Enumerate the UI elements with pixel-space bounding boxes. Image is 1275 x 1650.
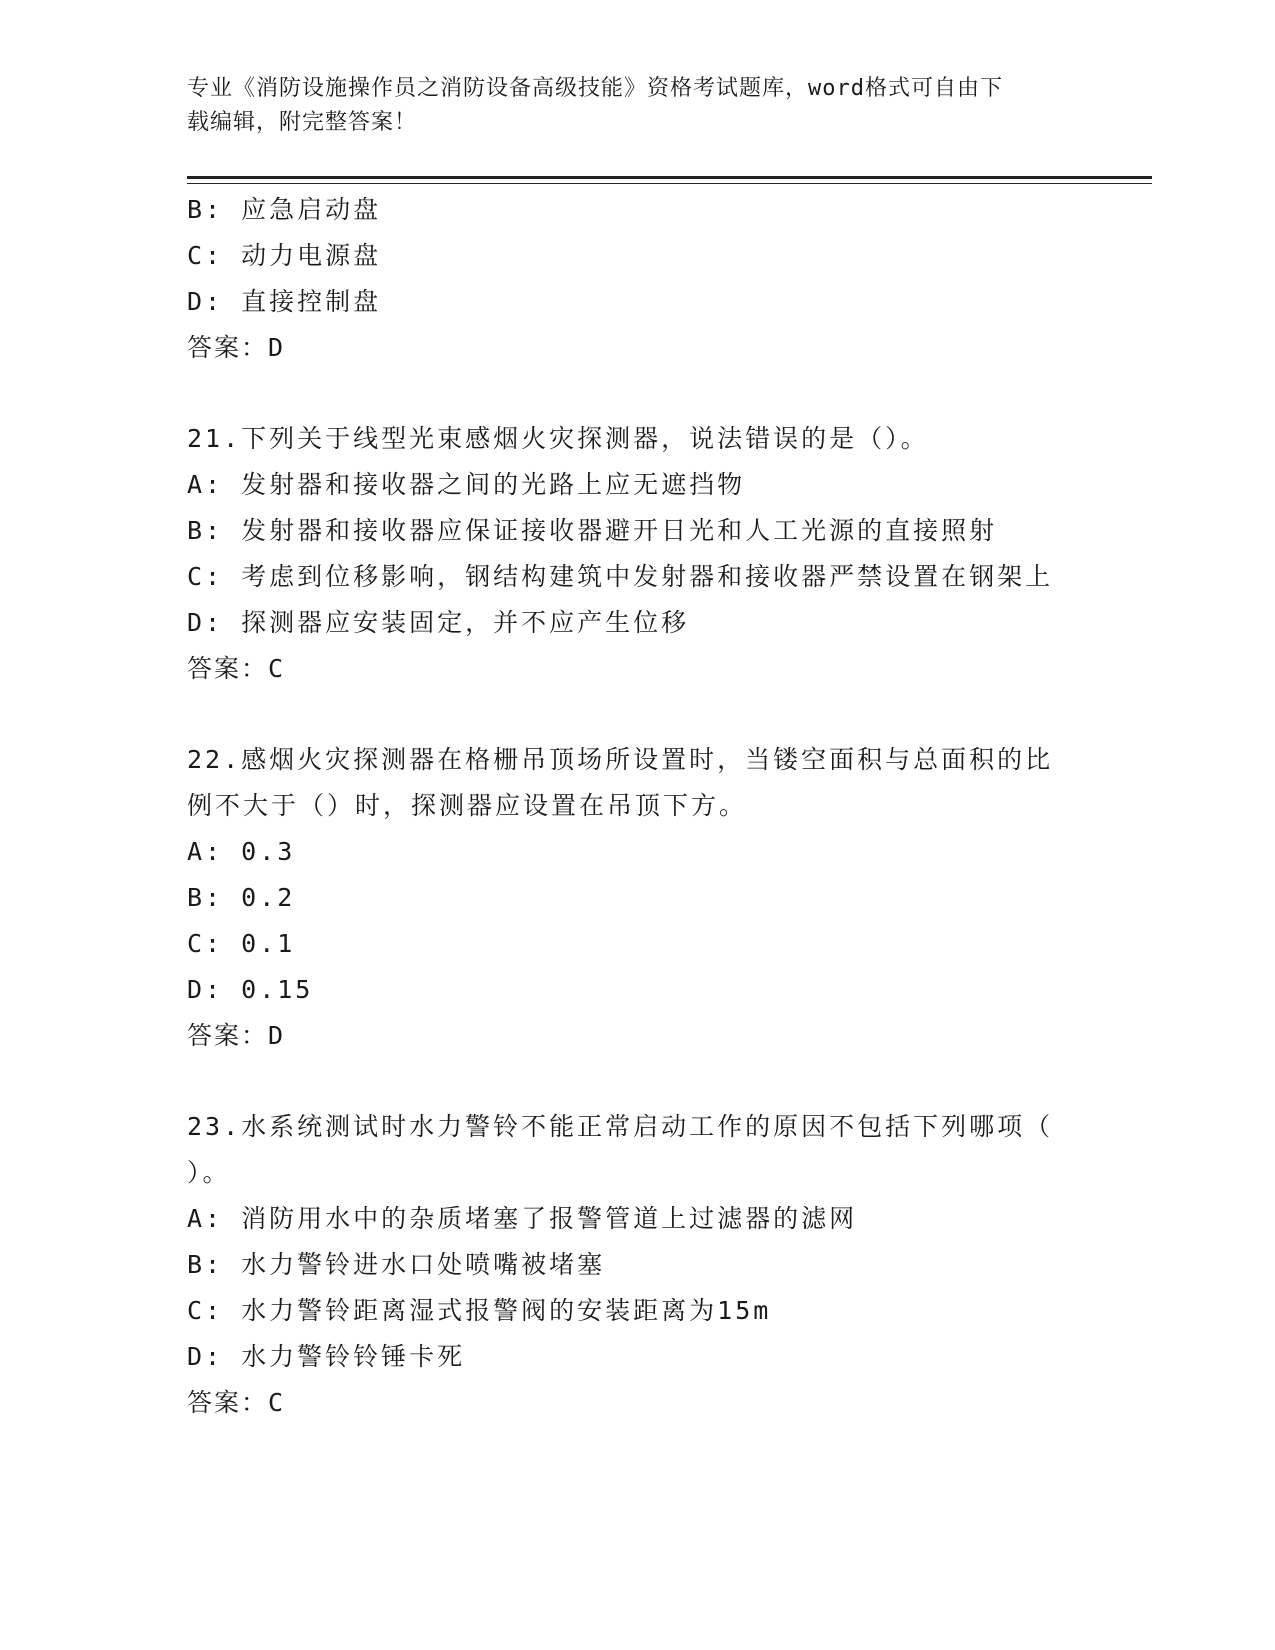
option-d: D: 探测器应安装固定，并不应产生位移	[187, 608, 690, 637]
option-d: D: 水力警铃铃锤卡死	[187, 1342, 466, 1371]
option-a: A: 0.3	[187, 837, 296, 866]
question-block-21	[187, 416, 1087, 692]
header-rule-thin	[187, 183, 1152, 184]
question-stem-line-1: 22.感烟火灾探测器在格栅吊顶场所设置时，当镂空面积与总面积的比	[187, 745, 1054, 774]
question-list	[187, 187, 1087, 1426]
question-block-20	[187, 187, 1087, 371]
option-b: B: 发射器和接收器应保证接收器避开日光和人工光源的直接照射	[187, 516, 998, 545]
option-d: D: 0.15	[187, 975, 314, 1004]
option-a: A: 消防用水中的杂质堵塞了报警管道上过滤器的滤网	[187, 1204, 858, 1233]
option-c: C: 考虑到位移影响，钢结构建筑中发射器和接收器严禁设置在钢架上	[187, 562, 1054, 591]
option-b: B: 水力警铃进水口处喷嘴被堵塞	[187, 1250, 606, 1279]
option-d: D: 直接控制盘	[187, 287, 382, 316]
question-block-23	[187, 1104, 1087, 1426]
answer-line: 答案：C	[187, 654, 286, 683]
header-line-1: 专业《消防设施操作员之消防设备高级技能》资格考试题库，word格式可自由下	[187, 76, 1003, 101]
option-c: C: 动力电源盘	[187, 241, 382, 270]
header-rule-thick	[187, 176, 1152, 179]
question-stem-line-1: 23.水系统测试时水力警铃不能正常启动工作的原因不包括下列哪项（	[187, 1112, 1054, 1141]
option-a: A: 发射器和接收器之间的光路上应无遮挡物	[187, 470, 746, 499]
question-stem-line-2: ）。	[187, 1158, 231, 1187]
header-line-2: 载编辑，附完整答案！	[187, 110, 418, 135]
question-stem: 21.下列关于线型光束感烟火灾探测器，说法错误的是（）。	[187, 424, 929, 453]
question-stem-line-2: 例不大于（）时，探测器应设置在吊顶下方。	[187, 791, 748, 820]
option-b: B: 应急启动盘	[187, 195, 382, 224]
answer-line: 答案：D	[187, 333, 286, 362]
option-b: B: 0.2	[187, 883, 296, 912]
document-header	[187, 72, 1067, 140]
answer-line: 答案：C	[187, 1388, 286, 1417]
option-c: C: 0.1	[187, 929, 296, 958]
question-block-22	[187, 737, 1087, 1059]
answer-line: 答案：D	[187, 1021, 286, 1050]
option-c: C: 水力警铃距离湿式报警阀的安装距离为15m	[187, 1296, 772, 1325]
